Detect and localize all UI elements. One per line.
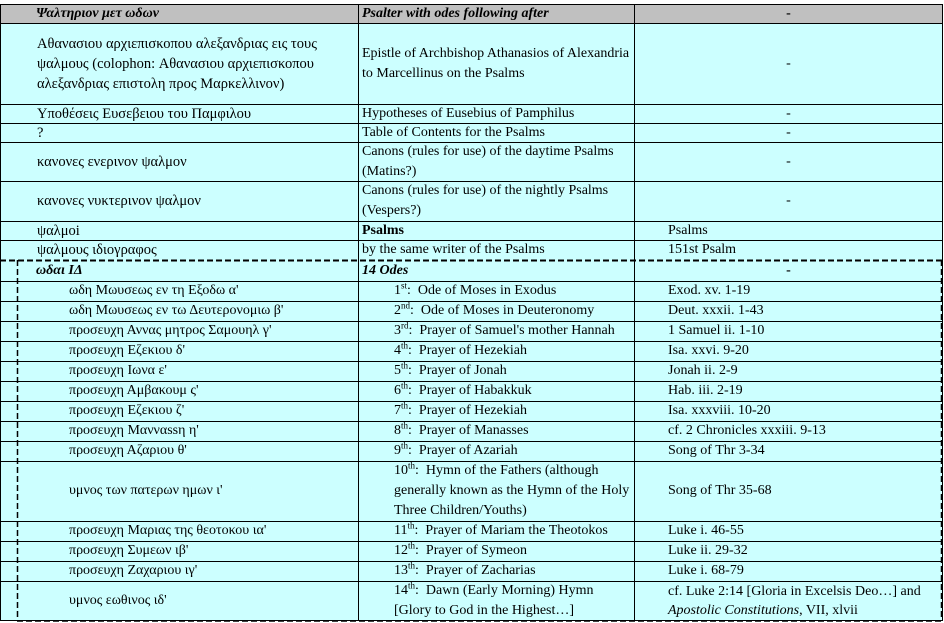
ode-reference-cell[interactable]: [634, 581, 943, 620]
header-greek-cell-text: Ψαλτηριον μετ ωδων: [36, 5, 159, 21]
ode-number: 13: [394, 563, 408, 578]
ode-reference-main: Deut. xxxii. 1-43: [668, 303, 764, 318]
reference-cell[interactable]: [634, 23, 943, 104]
ode-english-text: [394, 441, 518, 461]
odes-ref-cell[interactable]: [634, 260, 943, 281]
ode-number: 4: [394, 343, 401, 358]
ode-separator: :: [408, 323, 420, 338]
ode-ordinal-suffix: th: [408, 461, 416, 471]
ode-greek-cell[interactable]: [0, 541, 358, 561]
ode-separator: :: [408, 383, 419, 398]
greek-cell[interactable]: [0, 104, 358, 123]
english-cell[interactable]: [358, 181, 634, 221]
greek-cell[interactable]: [0, 181, 358, 221]
ode-english-text: [394, 301, 594, 321]
ode-number: 12: [394, 543, 408, 558]
ode-separator: :: [408, 363, 419, 378]
ode-reference-cell[interactable]: [634, 541, 943, 561]
greek-cell[interactable]: [0, 142, 358, 181]
ode-greek-cell[interactable]: [0, 321, 358, 341]
table-row: [0, 181, 943, 221]
ode-title: Prayer of Habakkuk: [418, 383, 532, 398]
ode-reference-cell[interactable]: [634, 381, 943, 401]
ode-english-text: [394, 341, 527, 361]
ode-reference-cell[interactable]: [634, 401, 943, 421]
reference-cell-text: 151st Psalm: [668, 242, 737, 257]
ode-row: [0, 541, 943, 561]
reference-cell-text: Psalms: [668, 222, 708, 238]
odes-english-cell[interactable]: [358, 260, 634, 281]
ode-reference-text: [668, 541, 748, 561]
ode-english-text: [394, 381, 532, 401]
reference-cell-text: -: [786, 105, 791, 121]
english-cell-text: by the same writer of the Psalms: [362, 242, 545, 257]
ode-ordinal-suffix: th: [401, 421, 409, 431]
ode-ordinal-suffix: th: [401, 381, 409, 391]
header-english-cell-text: Psalter with odes following after: [362, 5, 549, 21]
ode-english-cell[interactable]: [358, 361, 634, 381]
greek-cell-text: κανονες νυκτερινον ψαλμον: [37, 193, 201, 209]
ode-title: Prayer of Symeon: [425, 543, 527, 558]
ode-english-cell[interactable]: [358, 281, 634, 301]
ode-row: [0, 521, 943, 541]
ode-separator: :: [408, 423, 419, 438]
ode-reference-text: [668, 401, 771, 421]
ode-ordinal-suffix: nd: [401, 301, 410, 311]
greek-cell[interactable]: [0, 123, 358, 142]
ode-reference-main: Isa. xxvi. 9-20: [668, 343, 749, 358]
ode-title: Prayer of Samuel's mother Hannah: [419, 323, 615, 338]
table-row: [0, 142, 943, 181]
ode-greek-cell[interactable]: [0, 461, 358, 521]
header-row: [0, 4, 943, 23]
ode-reference-main: 1 Samuel ii. 1-10: [668, 323, 765, 338]
ode-greek-cell[interactable]: [0, 341, 358, 361]
english-cell[interactable]: [358, 142, 634, 181]
ode-separator: :: [415, 582, 426, 598]
ode-english-text: [394, 321, 615, 341]
reference-cell-text: -: [786, 55, 791, 71]
ode-reference-cell[interactable]: [634, 521, 943, 541]
ode-ordinal-suffix: th: [408, 561, 416, 571]
greek-cell-text: κανονες ενερινον ψαλμον: [37, 153, 187, 170]
ode-greek-cell-text: προσευχη Αννας μητρος Σαμουηλ γ': [69, 323, 272, 338]
ode-english-cell[interactable]: [358, 321, 634, 341]
ode-greek-cell-text: προσευχη Αμβακουμ ς': [69, 383, 199, 398]
ode-greek-cell[interactable]: [0, 381, 358, 401]
ode-greek-cell[interactable]: [0, 561, 358, 581]
ode-reference-text: [668, 381, 743, 401]
reference-cell-text: -: [786, 193, 791, 208]
header-ref-cell-text: -: [786, 5, 791, 21]
header-ref-cell[interactable]: [634, 4, 943, 23]
ode-ordinal-suffix: rd: [401, 321, 409, 331]
odes-english-cell-text: 14 Odes: [362, 262, 409, 278]
reference-cell-text: -: [786, 153, 791, 169]
ode-number: 7: [394, 403, 401, 418]
ode-greek-cell-text: υμνος των πατερων ημων ι': [69, 483, 223, 498]
ode-number: 3: [394, 323, 401, 338]
reference-cell[interactable]: [634, 240, 943, 260]
ode-reference-cell[interactable]: [634, 321, 943, 341]
ode-ordinal-suffix: th: [407, 521, 415, 531]
ode-reference-text: [668, 361, 738, 381]
ode-separator: :: [415, 543, 426, 558]
ode-row: [0, 461, 943, 521]
ode-reference-text: [668, 441, 765, 461]
ode-english-cell[interactable]: [358, 401, 634, 421]
greek-cell[interactable]: [0, 240, 358, 260]
ode-row: [0, 361, 943, 381]
ode-number: 2: [394, 303, 401, 318]
ode-reference-cell[interactable]: [634, 561, 943, 581]
ode-reference-main: cf. 2 Chronicles xxxiii. 9-13: [668, 423, 826, 438]
ode-greek-cell[interactable]: [0, 581, 358, 620]
ode-title: Ode of Moses in Deuteronomy: [420, 303, 595, 318]
english-cell[interactable]: [358, 104, 634, 123]
ode-reference-text: [668, 321, 764, 341]
ode-separator: :: [415, 563, 426, 578]
ode-greek-cell[interactable]: [0, 281, 358, 301]
ode-greek-cell-text: προσευχη Μανναssη η': [69, 423, 199, 438]
ode-english-cell[interactable]: [358, 541, 634, 561]
reference-cell[interactable]: [634, 221, 943, 240]
ode-english-cell[interactable]: [358, 561, 634, 581]
ode-number: 9: [394, 443, 401, 458]
reference-cell[interactable]: [634, 142, 943, 181]
ode-english-text: [394, 561, 536, 581]
ode-reference-text: [668, 582, 939, 620]
ode-title: Prayer of Azariah: [418, 443, 518, 458]
ode-english-text: [394, 541, 527, 561]
ode-greek-cell-text: προσευχη Ιωνα ε': [69, 363, 167, 378]
greek-cell-text: ψαλμους ιδιογραφος: [37, 242, 157, 258]
ode-row: [0, 341, 943, 361]
reference-cell[interactable]: [634, 181, 943, 221]
greek-cell[interactable]: [0, 23, 358, 104]
ode-ordinal-suffix: th: [401, 401, 409, 411]
ode-english-text: [394, 401, 527, 421]
ode-reference-cell[interactable]: [634, 461, 943, 521]
ode-row: [0, 321, 943, 341]
ode-reference-text: [668, 301, 764, 321]
greek-cell-text: Αθανασιου αρχιεπισκοπου αλεξανδριας εις τους ψαλμους (colophon: Αθανασιου αρχιεπισκοπου αλεξανδριας επιστολη προς Μαρκελλινον): [37, 35, 317, 92]
ode-separator: :: [408, 403, 419, 418]
ode-english-cell[interactable]: [358, 381, 634, 401]
header-english-cell[interactable]: [358, 4, 634, 23]
ode-reference-main: Exod. xv. 1-19: [668, 283, 751, 298]
odes-header-row: [0, 260, 943, 281]
ode-english-cell[interactable]: [358, 581, 634, 620]
english-cell[interactable]: [358, 221, 634, 240]
ode-greek-cell[interactable]: [0, 441, 358, 461]
ode-ordinal-suffix: th: [401, 341, 409, 351]
english-cell[interactable]: [358, 240, 634, 260]
header-greek-cell[interactable]: [0, 4, 358, 23]
ode-english-cell[interactable]: [358, 461, 634, 521]
ode-ordinal-suffix: th: [401, 361, 409, 371]
ode-separator: :: [414, 523, 426, 538]
reference-cell[interactable]: [634, 104, 943, 123]
ode-greek-cell-text: ωδη Μωυσεως εν τη Εξοδω α': [69, 283, 239, 298]
odes-greek-cell-text: ωδαι ΙΔ: [36, 262, 83, 278]
ode-english-cell[interactable]: [358, 341, 634, 361]
ode-reference-cell[interactable]: [634, 341, 943, 361]
greek-cell-text: Υποθέσεις Ευσεβειου του Παμφιλου: [37, 105, 252, 122]
table-row: [0, 221, 943, 240]
ode-reference-main: Song of Thr 3-34: [668, 443, 765, 458]
english-cell-text: Canons (rules for use) of the daytime Psalms (Matins?): [362, 143, 614, 179]
reference-cell-text: -: [786, 124, 791, 140]
english-cell-text: Psalms: [362, 222, 404, 238]
ode-greek-cell-text: ωδη Μωυσεως εν τω Δευτερονομιω β': [69, 303, 284, 318]
english-cell-text: Table of Contents for the Psalms: [362, 124, 545, 140]
ode-ordinal-suffix: st: [401, 281, 408, 291]
english-cell-text: Epistle of Archbishop Athanasios of Alexandria to Marcellinus on the Psalms: [362, 45, 630, 81]
ode-title: Prayer of Zacharias: [425, 563, 536, 578]
odes-greek-cell[interactable]: [0, 260, 358, 281]
ode-title: Dawn (Early Morning) Hymn [Glory to God in the Highest…]: [394, 582, 594, 618]
ode-number: 1: [394, 283, 401, 298]
ode-reference-text: [668, 421, 826, 441]
english-cell-text: Canons (rules for use) of the nightly Psalms (Vespers?): [362, 183, 609, 218]
ode-row: [0, 281, 943, 301]
ode-greek-cell[interactable]: [0, 421, 358, 441]
ode-separator: :: [410, 303, 421, 318]
ode-reference-cell[interactable]: [634, 301, 943, 321]
ode-english-text: [394, 581, 630, 620]
ode-number: 5: [394, 363, 401, 378]
table-row: [0, 240, 943, 260]
ode-title: Prayer of Jonah: [418, 363, 507, 378]
english-cell-text: Hypotheses of Eusebius of Pamphilus: [362, 105, 575, 121]
ode-ordinal-suffix: th: [408, 581, 416, 590]
ode-row: [0, 421, 943, 441]
english-cell[interactable]: [358, 123, 634, 142]
ode-row: [0, 401, 943, 421]
ode-greek-cell-text: προσευχη Μαριας της θεοτοκου ια': [69, 523, 267, 538]
ode-english-text: [394, 461, 630, 521]
ode-reference-main: Jonah ii. 2-9: [668, 363, 738, 378]
ode-english-text: [394, 361, 507, 381]
ode-reference-main: Song of Thr 35-68: [668, 483, 772, 498]
ode-reference-cell[interactable]: [634, 361, 943, 381]
ode-title: Prayer of Hezekiah: [418, 403, 527, 418]
ode-title: Prayer of Hezekiah: [418, 343, 527, 358]
ode-reference-main: Luke i. 46-55: [668, 523, 744, 538]
ode-reference-italic: Apostolic Constitutions: [668, 602, 800, 618]
ode-greek-cell[interactable]: [0, 301, 358, 321]
ode-row: [0, 561, 943, 581]
greek-cell-text: ψαλμοi: [37, 222, 80, 239]
ode-ordinal-suffix: th: [401, 441, 409, 451]
table-row: [0, 23, 943, 104]
ode-greek-cell[interactable]: [0, 361, 358, 381]
ode-reference-text: [668, 521, 744, 541]
ode-greek-cell-text: προσευχη Ζαχαριου ιγ': [69, 563, 198, 578]
table-row: [0, 123, 943, 142]
ode-row: [0, 441, 943, 461]
ode-reference-text: [668, 341, 749, 361]
ode-separator: :: [407, 283, 418, 298]
ode-number: 6: [394, 383, 401, 398]
odes-ref-cell-text: -: [786, 262, 791, 278]
ode-row: [0, 301, 943, 321]
ode-english-cell[interactable]: [358, 521, 634, 541]
reference-cell[interactable]: [634, 123, 943, 142]
greek-cell-text: ?: [37, 124, 44, 141]
ode-reference-main: cf. Luke 2:14 [Gloria in Excelsis Deo…] and: [668, 583, 921, 599]
ode-greek-cell-text: προσευχη Εζεκιου ζ': [69, 403, 185, 418]
ode-english-cell[interactable]: [358, 421, 634, 441]
ode-greek-cell-text: υμνος εωθινος ιδ': [69, 592, 167, 608]
ode-ordinal-suffix: th: [408, 541, 416, 551]
ode-row: [0, 581, 943, 620]
ode-reference-cell[interactable]: [634, 441, 943, 461]
ode-number: 14: [394, 582, 408, 598]
table-row: [0, 104, 943, 123]
ode-greek-cell-text: προσευχη Συμεων ιβ': [69, 543, 189, 558]
ode-reference-main: Hab. iii. 2-19: [668, 383, 743, 398]
ode-separator: :: [408, 443, 419, 458]
ode-reference-text: [668, 561, 744, 581]
english-cell[interactable]: [358, 23, 634, 104]
ode-reference-main: Luke i. 68-79: [668, 563, 744, 578]
ode-reference-main: Luke ii. 29-32: [668, 543, 748, 558]
ode-reference-text: [668, 281, 750, 301]
ode-greek-cell-text: προσευχη Αζαριου θ': [69, 443, 187, 458]
ode-title: Hymn of the Fathers (although generally known as the Hymn of the Holy Three Children/Youths): [394, 463, 630, 518]
ode-greek-cell[interactable]: [0, 521, 358, 541]
ode-english-cell[interactable]: [358, 301, 634, 321]
ode-title: Ode of Moses in Exodus: [417, 283, 557, 298]
ode-title: Prayer of Manasses: [418, 423, 529, 438]
ode-reference-text: [668, 481, 772, 501]
ode-greek-cell-text: προσευχη Εζεκιου δ': [69, 343, 186, 358]
ode-english-text: [394, 421, 529, 441]
ode-greek-cell[interactable]: [0, 401, 358, 421]
ode-number: 10: [394, 463, 408, 478]
ode-number: 11: [394, 523, 408, 538]
ode-english-cell[interactable]: [358, 441, 634, 461]
ode-number: 8: [394, 423, 401, 438]
ode-title: Prayer of Mariam the Theotokos: [425, 523, 608, 538]
ode-reference-cell[interactable]: [634, 421, 943, 441]
ode-separator: :: [415, 463, 426, 478]
ode-english-text: [394, 281, 556, 301]
ode-separator: :: [408, 343, 419, 358]
ode-english-text: [394, 521, 608, 541]
ode-row: [0, 381, 943, 401]
greek-cell[interactable]: [0, 221, 358, 240]
ode-reference-cell[interactable]: [634, 281, 943, 301]
ode-reference-tail: , VII, xlvii: [799, 602, 858, 618]
ode-reference-main: Isa. xxxviii. 10-20: [668, 403, 771, 418]
